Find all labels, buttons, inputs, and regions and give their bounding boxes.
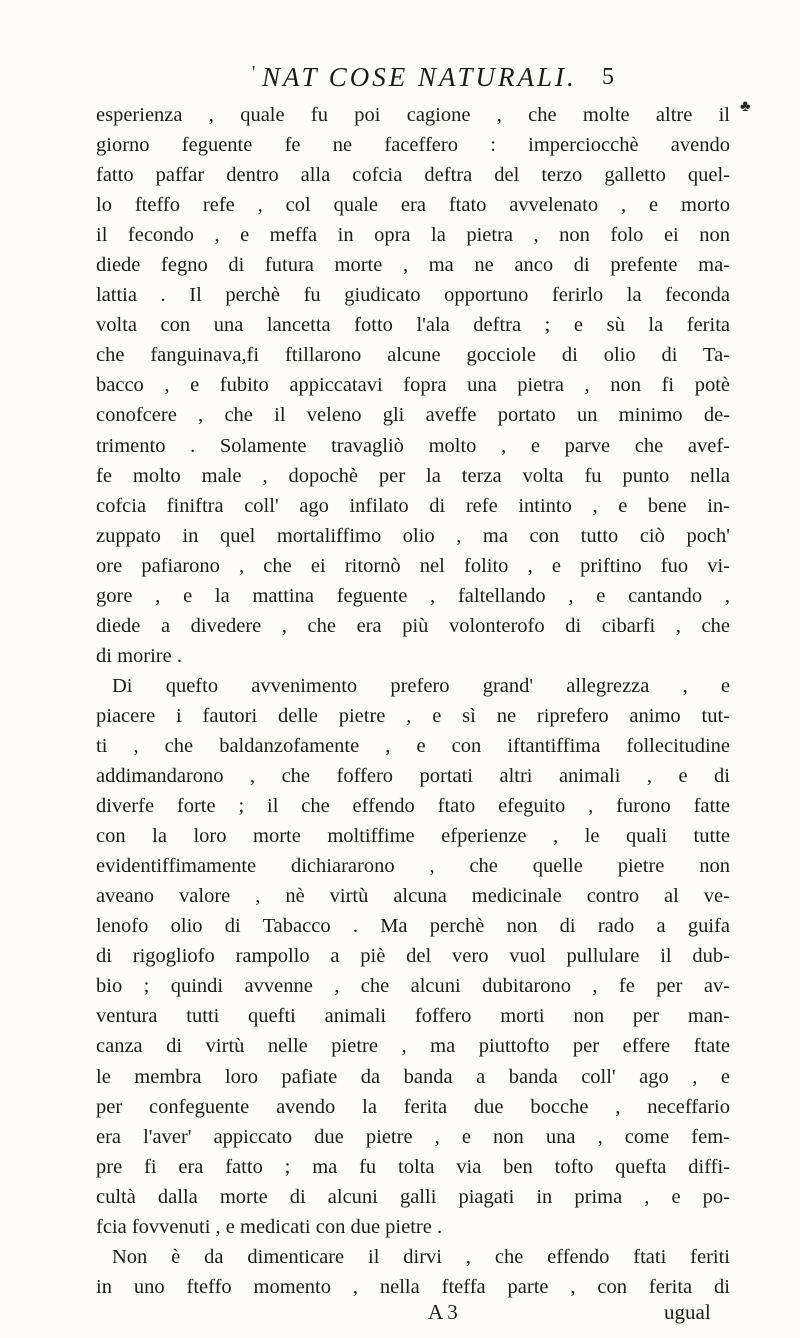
text-line: era l'aver' appiccato due pietre , e non una , come fem- <box>96 1125 730 1148</box>
text-line: in uno fteffo momento , nella fteffa parte , con ferita di <box>96 1275 730 1298</box>
text-line: ore pafiarono , che ei ritornò nel folito , e priftino fuo vi- <box>96 554 730 577</box>
text-line: di morire . <box>96 644 182 667</box>
text-line: conofcere , che il veleno gli aveffe portato un minimo de- <box>96 404 730 427</box>
text-line: per confeguente avendo la ferita due bocche , neceffario <box>96 1095 730 1118</box>
signature-mark: A 3 <box>428 1300 458 1324</box>
text-line: addimandarono , che foffero portati altri animali , e di <box>96 765 730 788</box>
page-footer <box>0 1300 800 1332</box>
text-line: fatto paffar dentro alla cofcia deftra del terzo galletto quel- <box>96 164 730 187</box>
text-line: volta con una lancetta fotto l'ala deftra ; e sù la ferita <box>96 314 730 337</box>
catchword: ugual <box>664 1300 711 1324</box>
text-line: di rigogliofo rampollo a piè del vero vuol pullulare il dub- <box>96 945 730 968</box>
page-header <box>0 62 800 96</box>
text-line: con la loro morte moltiffime efperienze , le quali tutte <box>96 825 730 848</box>
text-line: trimento . Solamente travagliò molto , e parve che avef- <box>96 434 730 457</box>
text-line: lo fteffo refe , col quale era ftato avvelenato , e morto <box>96 194 730 217</box>
text-line: le membra loro pafiate da banda a banda coll' ago , e <box>96 1065 730 1088</box>
text-line: bio ; quindi avvenne , che alcuni dubitarono , fe per av- <box>96 975 730 998</box>
text-line: diede a divedere , che era più volonterofo di cibarfi , che <box>96 614 730 637</box>
page-number: 5 <box>602 64 614 90</box>
text-line: zuppato in quel mortaliffimo olio , ma con tutto ciò poch' <box>96 524 730 547</box>
text-line: che fanguinava,fi ftillarono alcune gocciole di olio di Ta- <box>96 344 730 367</box>
text-line: pre fi era fatto ; ma fu tolta via ben tofto quefta diffi- <box>96 1155 730 1178</box>
text-line: bacco , e fubito appiccatavi fopra una pietra , non fi potè <box>96 374 730 397</box>
text-line: cultà dalla morte di alcuni galli piagati in prima , e po- <box>96 1185 730 1208</box>
text-line: diede fegno di futura morte , ma ne anco di prefente ma- <box>96 254 730 277</box>
paragraph-start: Non è da dimenticare il dirvi , che effendo ftati feriti <box>112 1245 730 1268</box>
running-title: NAT COSE NATURALI. <box>262 62 577 92</box>
text-line: gore , e la mattina feguente , faltellando , e cantando , <box>96 584 730 607</box>
text-line: diverfe forte ; il che effendo ftato efeguito , furono fatte <box>96 795 730 818</box>
body-text <box>96 100 730 1302</box>
header-mark: ' <box>252 62 256 82</box>
text-line: lenofo olio di Tabacco . Ma perchè non di rado a guifa <box>96 915 730 938</box>
text-line: il fecondo , e meffa in opra la pietra , non folo ei non <box>96 224 730 247</box>
text-line: ti , che baldanzofamente , e con iftantiffima follecitudine <box>96 734 730 757</box>
text-line: cofcia finiftra coll' ago infilato di refe intinto , e bene in- <box>96 494 730 517</box>
text-line: canza di virtù nelle pietre , ma piuttofto per effere ftate <box>96 1035 730 1058</box>
margin-mark: ♣ <box>740 98 751 115</box>
paragraph-start: Di quefto avvenimento prefero grand' allegrezza , e <box>112 674 730 697</box>
text-line: esperienza , quale fu poi cagione , che molte altre il <box>96 104 730 126</box>
text-line: aveano valore , nè virtù alcuna medicinale contro al ve- <box>96 885 730 908</box>
text-line: evidentiffimamente dichiararono , che quelle pietre non <box>96 855 730 878</box>
text-line: fe molto male , dopochè per la terza volta fu punto nella <box>96 464 730 487</box>
text-line: fcia fovvenuti , e medicati con due pietre . <box>96 1215 443 1238</box>
text-line: ventura tutti quefti animali foffero morti non per man- <box>96 1005 730 1028</box>
text-line: lattia . Il perchè fu giudicato opportuno ferirlo la feconda <box>96 284 730 307</box>
text-line: piacere i fautori delle pietre , e sì ne riprefero animo tut- <box>96 704 730 727</box>
text-line: giorno feguente fe ne faceffero : imperciocchè avendo <box>96 134 730 157</box>
